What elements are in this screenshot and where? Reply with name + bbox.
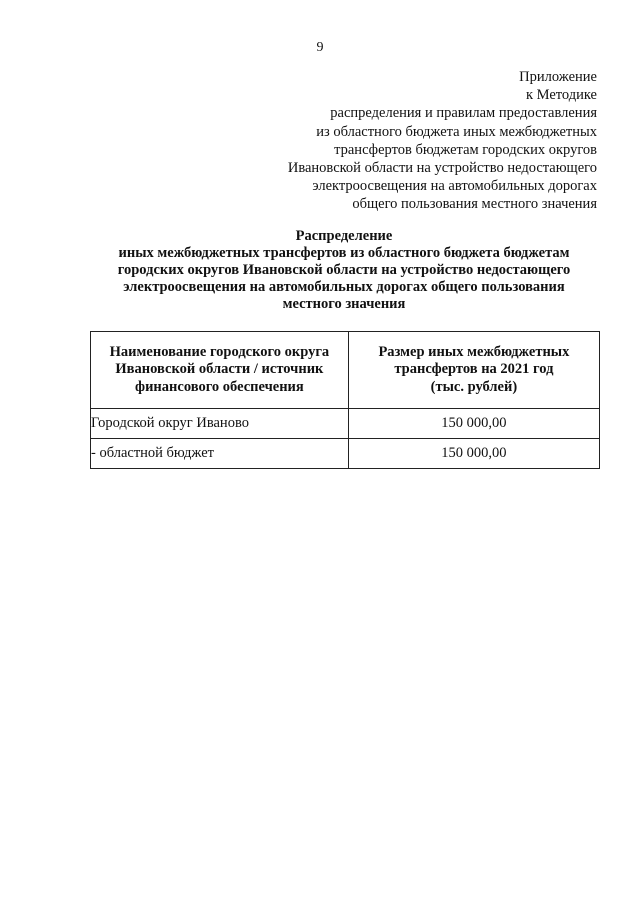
appendix-line: Приложение	[519, 69, 597, 85]
amount-cell: 150 000,00	[348, 409, 599, 439]
page-number: 9	[316, 40, 324, 55]
header-district-name	[91, 332, 349, 409]
appendix-line: общего пользования местного значения	[352, 196, 597, 213]
appendix-line: электроосвещения на автомобильных дорогах	[312, 178, 597, 195]
table-row	[91, 439, 600, 469]
appendix-line: к Методике	[525, 87, 597, 104]
header-line: Наименование городского округа	[109, 343, 330, 360]
appendix-line: из областного бюджета иных межбюджетных	[316, 123, 597, 140]
table-header-row	[91, 332, 600, 409]
title-line: электроосвещения на автомобильных дорогах общего пользования	[123, 279, 565, 295]
district-name-cell: - областной бюджет	[91, 439, 349, 469]
table-row	[91, 409, 600, 439]
amount-cell: 150 000,00	[348, 439, 599, 469]
appendix-line: Ивановской области на устройство недостающего	[287, 160, 597, 177]
title-line: Распределение	[295, 228, 393, 244]
header-line: финансового обеспечения	[135, 378, 304, 395]
title-line: местного значения	[282, 296, 406, 312]
header-transfer-amount	[348, 332, 599, 409]
appendix-line: распределения и правилам предоставления	[330, 105, 597, 122]
header-line: Размер иных межбюджетных	[378, 343, 570, 360]
header-line: трансфертов на 2021 год	[394, 361, 554, 378]
header-line: (тыс. рублей)	[430, 378, 518, 395]
appendix-line: трансфертов бюджетам городских округов	[334, 141, 597, 158]
title-line: городских округов Ивановской области на устройство недостающего	[117, 262, 571, 278]
transfers-table	[90, 331, 600, 469]
document-title	[88, 228, 600, 313]
header-line: Ивановской области / источник	[115, 361, 324, 378]
district-name-cell: Городской округ Иваново	[91, 409, 349, 439]
appendix-block	[237, 68, 597, 214]
title-line: иных межбюджетных трансфертов из областного бюджета бюджетам	[118, 245, 570, 261]
